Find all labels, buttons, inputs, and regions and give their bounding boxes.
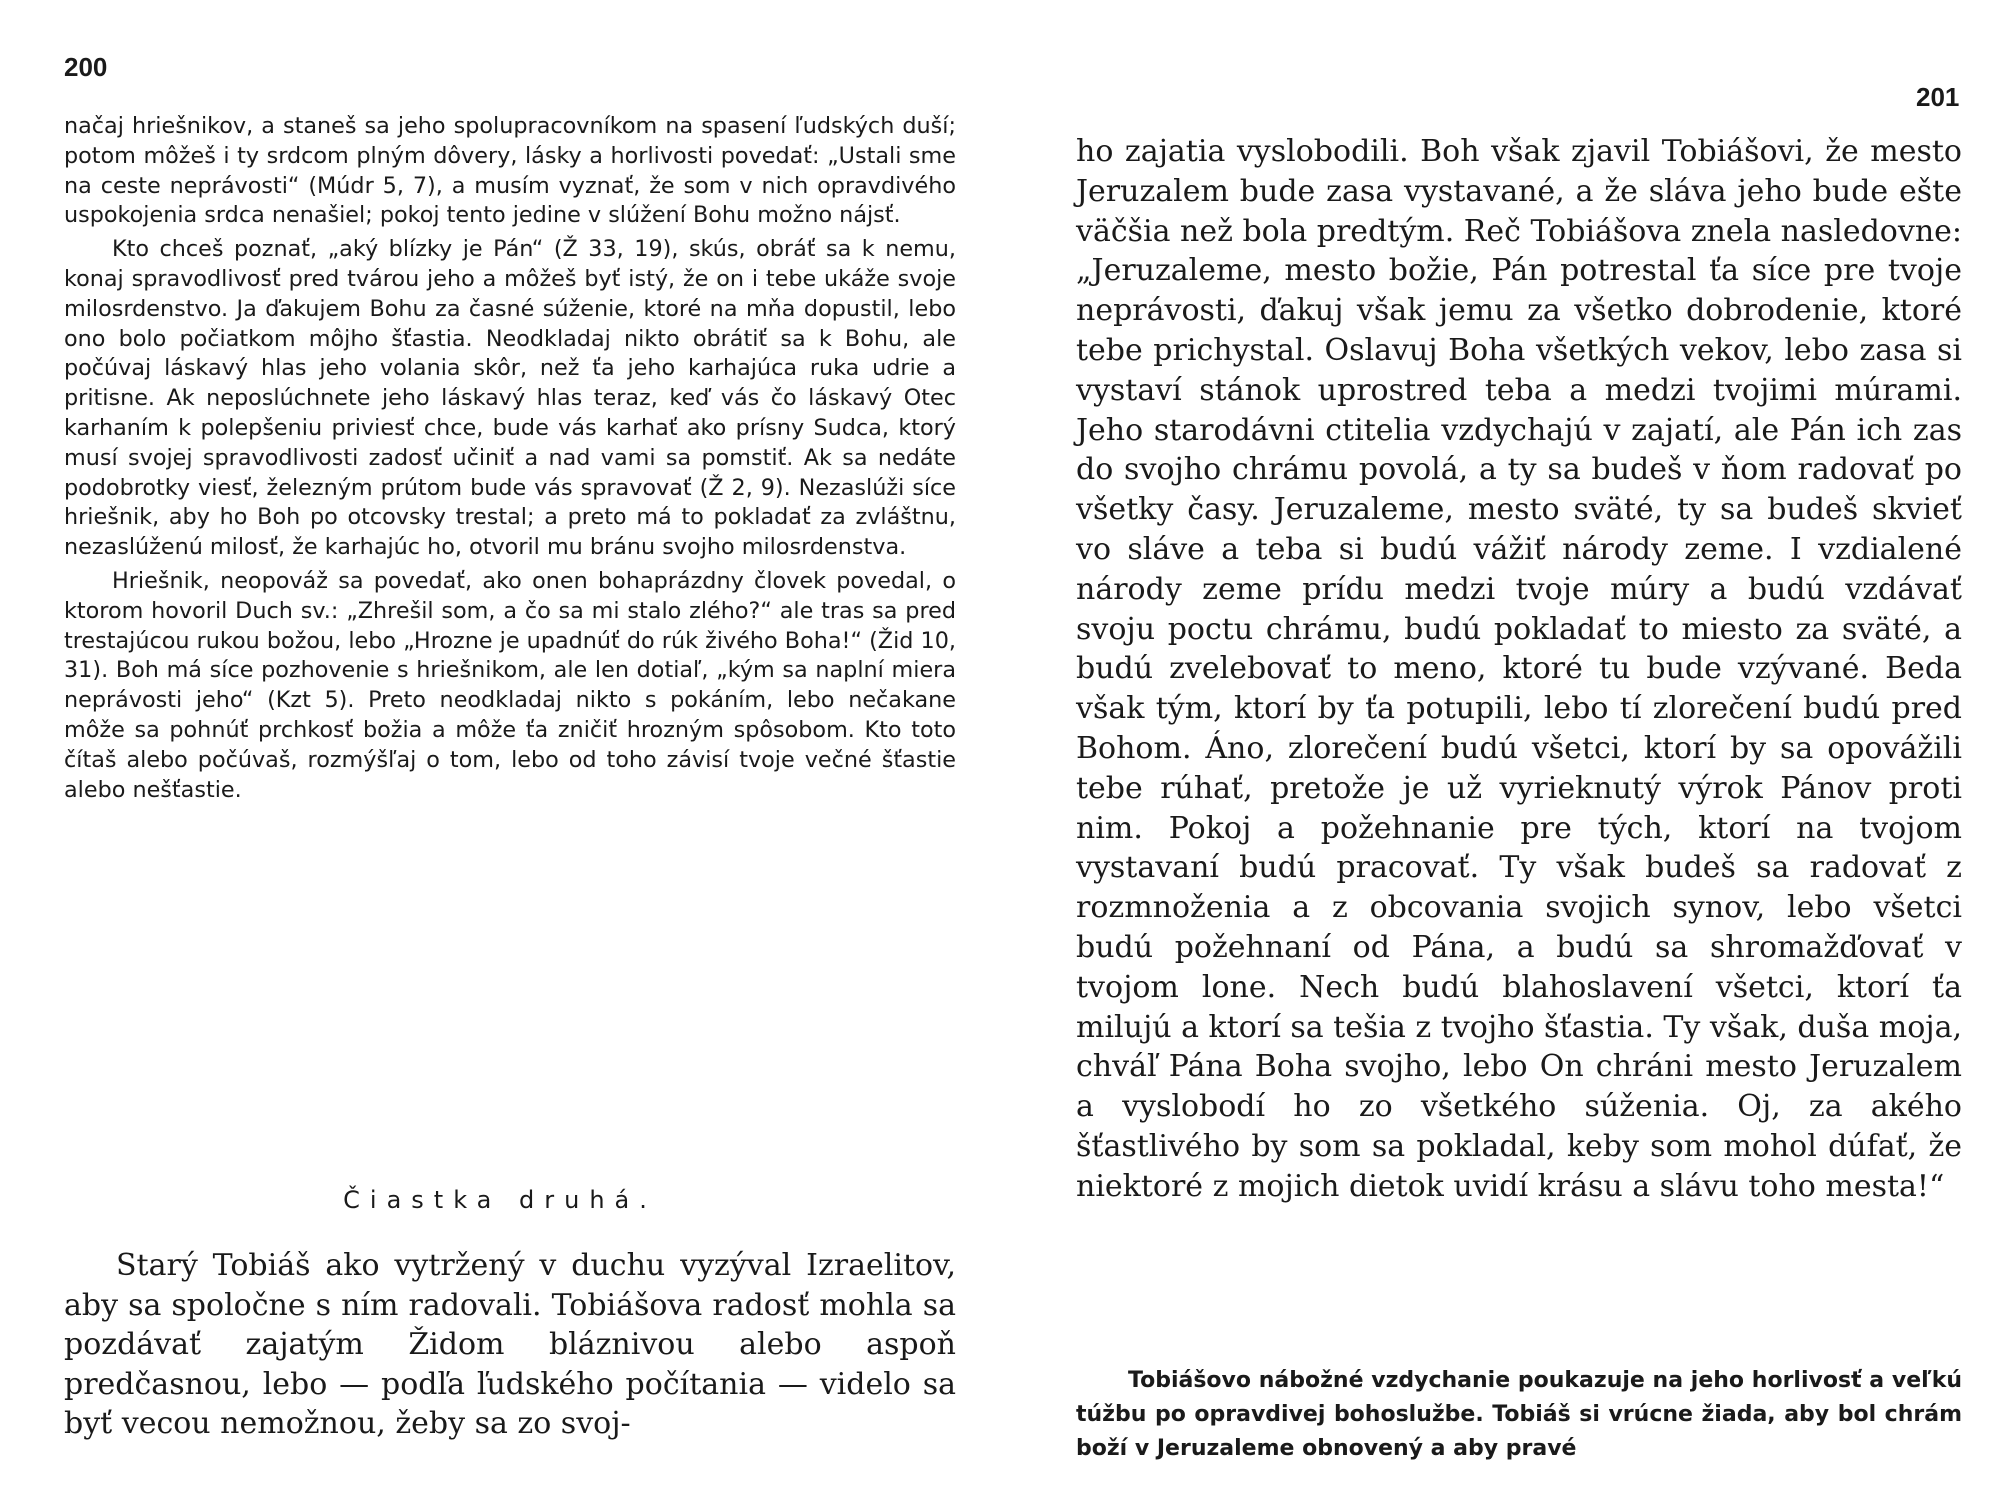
body-text-small: [64, 112, 956, 805]
paragraph: Hriešnik, neopováž sa povedať, ako onen bohaprázdny človek povedal, o ktorom hovoril Duch sv.: „Zhrešil som, a čo sa mi stalo zlého?“ ale tras sa pred trestajúcou rukou božou, lebo „Hrozne je upadnúť do rúk živého Boha!“ (Žid 10, 31). Boh má síce pozhovenie s hriešnikom, ale len dotiaľ, „kým sa naplní miera neprávosti jeho“ (Kzt 5). Preto neodkladaj nikto s pokáním, lebo nečakane môže sa pohnúť prchkosť božia a môže ťa zničiť hrozným spôsobom. Kto toto čítaš alebo počúvaš, rozmýšľaj o tom, lebo od toho závisí tvoje večné šťastie alebo nešťastie.: [64, 567, 956, 803]
page-number: 200: [64, 52, 108, 82]
left-page: [0, 0, 1000, 1500]
paragraph: načaj hriešnikov, a staneš sa jeho spolupracovníkom na spasení ľudských duší; potom môžeš i ty srdcom plným dôvery, lásky a horlivosti povedať: „Ustali sme na ceste neprávosti“ (Múdr 5, 7), a musím vyznať, že som v nich opravdivého uspokojenia srdca nenašiel; pokoj tento jedine v slúžení Bohu možno nájsť.: [64, 113, 956, 229]
paragraph-large: ho zajatia vyslobodili. Boh však zjavil Tobiášovi, že mesto Jeruzalem bude zasa vystavané, a že sláva jeho bude ešte väčšia než bola predtým. Reč Tobiášova znela nasledovne: „Jeruzaleme, mesto božie, Pán potrestal ťa síce pre tvoje neprávosti, ďakuj však jemu za všetko dobrodenie, ktoré tebe prichystal. Oslavuj Boha všetkých vekov, lebo zasa si vystaví stánok uprostred teba a medzi tvojimi múrami. Jeho starodávni ctitelia vzdychajú v zajatí, ale Pán ich zas do svojho chrámu povolá, a ty sa budeš v ňom radovať po všetky časy. Jeruzaleme, mesto sväté, ty sa budeš skvieť vo sláve a teba si budú vážiť národy zeme. I vzdialené národy zeme prídu medzi tvoje múry a budú vzdávať svoju poctu chrámu, budú pokladať to miesto za sväté, a budú zvelebovať to meno, ktoré tu bude vzývané. Beda však tým, ktorí by ťa potupili, lebo tí zlorečení budú pred Bohom. Áno, zlorečení budú všetci, ktorí by sa opovážili tebe rúhať, pretože je už vyrieknutý výrok Pánov proti nim. Pokoj a požehnanie pre tých, ktorí na tvojom vystavaní budú pracovať. Ty však budeš sa radovať z rozmnoženia a z obcovania svojich synov, lebo všetci budú požehnaní od Pána, a budú sa shromažďovať v tvojom lone. Nech budú blahoslavení všetci, ktorí ťa milujú a ktorí sa tešia z tvojho šťastia. Ty však, duša moja, chváľ Pána Boha svojho, lebo On chráni mesto Jeruzalem a vyslobodí ho zo všetkého súženia. Oj, za akého šťastlivého by som sa pokladal, keby som mohol dúfať, že niektoré z mojich dietok uvidí krásu a slávu toho mesta!“: [1076, 134, 1962, 1204]
paragraph: Kto chceš poznať, „aký blízky je Pán“ (Ž 33, 19), skús, obráť sa k nemu, konaj spravodlivosť pred tvárou jeho a môžeš byť istý, že on i tebe ukáže svoje milosrdenstvo. Ja ďakujem Bohu za časné súženie, ktoré na mňa dopustil, lebo ono bolo počiatkom môjho šťastia. Neodkladaj nikto obrátiť sa k Bohu, ale počúvaj láskavý hlas jeho volania skôr, než ťa jeho karhajúca ruka udrie a pritisne. Ak neposlúchnete jeho láskavý hlas teraz, keď vás čo láskavý Otec karhaním k polepšeniu priviesť chce, bude vás karhať ako prísny Sudca, ktorý musí svojej spravodlivosti zadosť učiniť a nad vami sa pomstiť. Ak sa nedáte podobrotky viesť, železným prútom bude vás spravovať (Ž 2, 9). Nezaslúži síce hriešnik, aby ho Boh po otcovsky trestal; a preto má to pokladať za zvláštnu, nezaslúženú milosť, že karhajúc ho, otvoril mu bránu svojho milosrdenstva.: [64, 236, 956, 561]
right-page: [1010, 0, 2012, 1500]
paragraph-large: Starý Tobiáš ako vytržený v duchu vyzýval Izraelitov, aby sa spoločne s ním radovali. Tobiášova radosť mohla sa pozdávať zajatým Židom bláznivou alebo aspoň predčasnou, lebo — podľa ľudského počítania — videlo sa byť vecou nemožnou, žeby sa zo svoj-: [64, 1248, 956, 1441]
note-paragraph: Tobiášovo nábožné vzdychanie poukazuje na jeho horlivosť a veľkú túžbu po opravdivej bohoslužbe. Tobiáš si vrúcne žiada, aby bol chrám boží v Jeruzaleme obnovený a aby pravé: [1076, 1368, 1962, 1461]
page-number: 201: [1916, 82, 1960, 112]
section-heading: Čiastka druhá.: [343, 1186, 657, 1214]
